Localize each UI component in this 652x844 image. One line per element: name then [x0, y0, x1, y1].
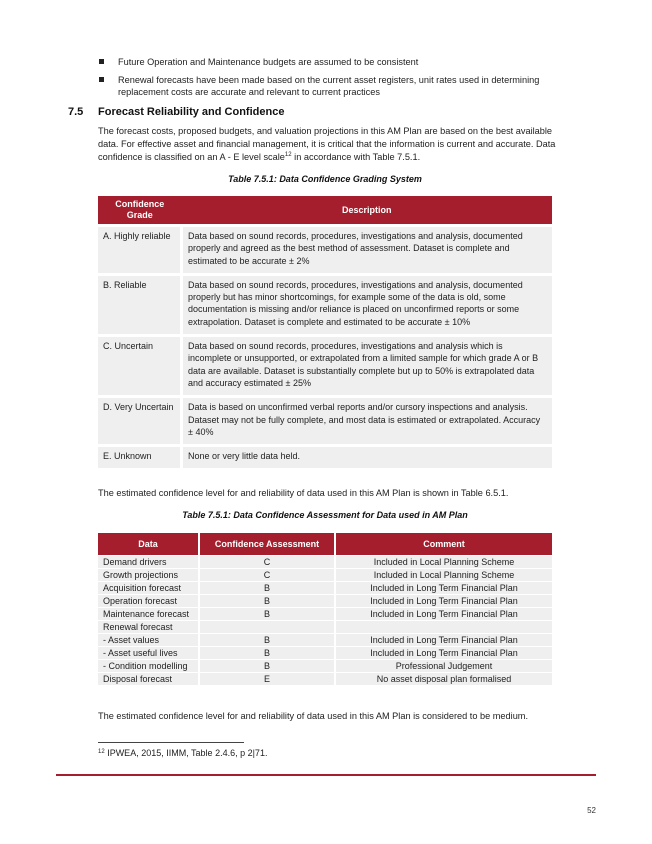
comment-cell: Included in Long Term Financial Plan [335, 582, 552, 595]
confidence-cell: B [199, 608, 335, 621]
confidence-cell: B [199, 634, 335, 647]
bullet-item [98, 56, 558, 69]
page-number: 52 [587, 806, 596, 815]
assumption-bullets [98, 56, 558, 104]
table-row [98, 274, 552, 335]
intro-paragraph [98, 125, 558, 163]
section-number: 7.5 [68, 106, 84, 118]
footnote-text: IPWEA, 2015, IIMM, Table 2.4.6, p 2|71. [104, 748, 268, 758]
data-cell: Disposal forecast [98, 673, 199, 686]
reliability-sentence: The estimated confidence level for and reliability of data used in this AM Plan is shown in Table 6.5.1. [98, 488, 509, 498]
data-cell: Growth projections [98, 569, 199, 582]
confidence-cell: C [199, 556, 335, 569]
description-cell: Data based on sound records, procedures, investigations and analysis, documented properly but has minor shortcomings, for example some of the data is old, some documentation is missing and/or reliance is placed on unconfirmed reports or some extrapolation. Dataset is complete and estimated to be accurate ± 10% [182, 274, 553, 335]
comment-cell: Professional Judgement [335, 660, 552, 673]
intro-text-end: in accordance with Table 7.5.1. [291, 151, 421, 162]
grading-table-caption: Table 7.5.1: Data Confidence Grading System [228, 174, 422, 184]
data-cell: Renewal forecast [98, 621, 199, 634]
header-description: Description [182, 196, 553, 226]
data-cell: Operation forecast [98, 595, 199, 608]
comment-cell: Included in Local Planning Scheme [335, 556, 552, 569]
grade-cell: E. Unknown [98, 446, 182, 469]
table-row [98, 660, 552, 673]
table-row [98, 336, 552, 397]
comment-cell: Included in Long Term Financial Plan [335, 595, 552, 608]
table-row [98, 621, 552, 634]
description-cell: None or very little data held. [182, 446, 553, 469]
confidence-cell: B [199, 582, 335, 595]
table-row [98, 397, 552, 446]
grade-cell: C. Uncertain [98, 336, 182, 397]
table-row [98, 582, 552, 595]
confidence-grading-table [98, 196, 552, 468]
table-row [98, 608, 552, 621]
confidence-cell [199, 621, 335, 634]
footnote-reference[interactable]: 12 [284, 151, 292, 158]
footer-rule [56, 774, 596, 776]
footnote-separator [98, 742, 244, 743]
confidence-cell: B [199, 647, 335, 660]
table-row [98, 634, 552, 647]
square-bullet-icon [99, 59, 104, 64]
table-row [98, 595, 552, 608]
data-cell: Acquisition forecast [98, 582, 199, 595]
table-header-row [98, 196, 552, 226]
description-cell: Data based on sound records, procedures, investigations and analysis, documented properly and agreed as the best method of assessment. Dataset is complete and estimated to be accurate ± 2% [182, 226, 553, 275]
square-bullet-icon [99, 77, 104, 82]
bullet-text: Future Operation and Maintenance budgets are assumed to be consistent [118, 57, 419, 67]
comment-cell: Included in Local Planning Scheme [335, 569, 552, 582]
bullet-item [98, 74, 558, 99]
confidence-cell: C [199, 569, 335, 582]
grade-cell: B. Reliable [98, 274, 182, 335]
footnote-number: 12 [98, 749, 105, 755]
header-comment: Comment [335, 533, 552, 556]
comment-cell: Included in Long Term Financial Plan [335, 647, 552, 660]
data-cell: - Asset useful lives [98, 647, 199, 660]
table-row [98, 569, 552, 582]
header-confidence-grade: Confidence Grade [98, 196, 182, 226]
confidence-cell: B [199, 660, 335, 673]
description-cell: Data based on sound records, procedures, investigations and analysis which is incomplete or unsupported, or extrapolated from a limited sample for which grade A or B data are available. Dataset is substantially complete but up to 50% is extrapolated data and accuracy estimated ± 25% [182, 336, 553, 397]
confidence-cell: E [199, 673, 335, 686]
comment-cell: Included in Long Term Financial Plan [335, 608, 552, 621]
table-row [98, 647, 552, 660]
section-heading [68, 106, 284, 118]
description-cell: Data is based on unconfirmed verbal reports and/or cursory inspections and analysis. Dataset may not be fully complete, and most data is estimated or extrapolated. Accuracy ± 40% [182, 397, 553, 446]
comment-cell: No asset disposal plan formalised [335, 673, 552, 686]
comment-cell [335, 621, 552, 634]
table-row [98, 673, 552, 686]
grade-cell: D. Very Uncertain [98, 397, 182, 446]
table-row [98, 556, 552, 569]
header-confidence-assessment: Confidence Assessment [199, 533, 335, 556]
bullet-text: Renewal forecasts have been made based on the current asset registers, unit rates used in determining replacement costs are accurate and relevant to current practices [118, 74, 540, 97]
confidence-cell: B [199, 595, 335, 608]
table-row [98, 226, 552, 275]
conclusion-sentence: The estimated confidence level for and reliability of data used in this AM Plan is considered to be medium. [98, 711, 529, 721]
intro-text: The forecast costs, proposed budgets, and valuation projections in this AM Plan are based on the best available data. For effective asset and financial management, it is critical that the information is current and accurate. Data confidence is classified on an A - E level scale [98, 126, 556, 162]
confidence-assessment-table [98, 533, 552, 685]
data-cell: Maintenance forecast [98, 608, 199, 621]
assessment-table-caption: Table 7.5.1: Data Confidence Assessment for Data used in AM Plan [182, 510, 468, 520]
header-data: Data [98, 533, 199, 556]
table-header-row [98, 533, 552, 556]
grade-cell: A. Highly reliable [98, 226, 182, 275]
section-title: Forecast Reliability and Confidence [98, 106, 285, 118]
data-cell: Demand drivers [98, 556, 199, 569]
data-cell: - Asset values [98, 634, 199, 647]
table-row [98, 446, 552, 469]
footnote [98, 748, 267, 758]
comment-cell: Included in Long Term Financial Plan [335, 634, 552, 647]
data-cell: - Condition modelling [98, 660, 199, 673]
